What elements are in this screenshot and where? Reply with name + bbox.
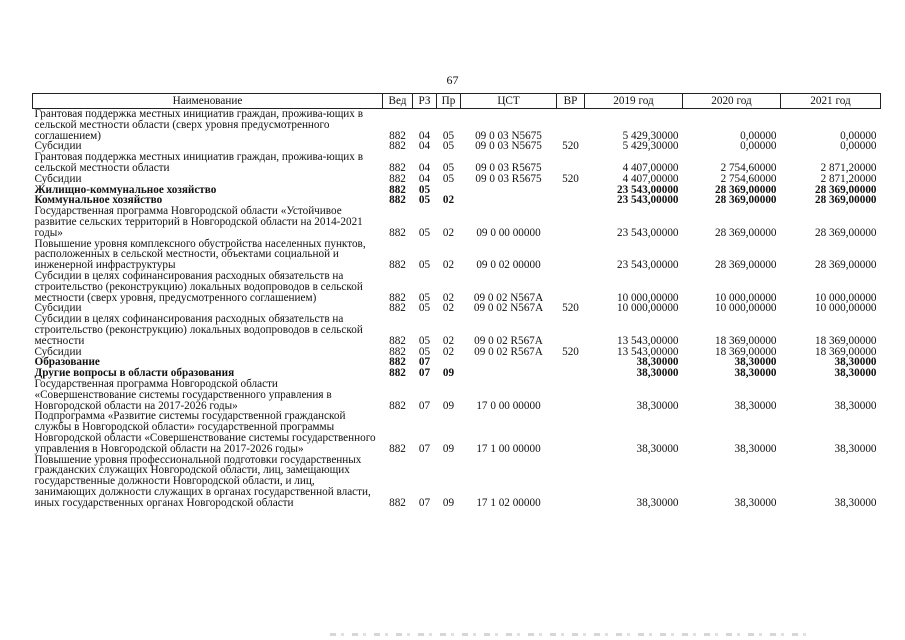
table-row (33, 109, 881, 142)
cell-2021: 0,00000 (840, 140, 877, 153)
cell-name: Грантовая поддержка местных инициатив граждан, прожива-ющих в сельской местности области (34, 151, 363, 174)
cell-ved: 882 (389, 183, 406, 196)
cell-2019: 10 000,00000 (616, 291, 679, 304)
cell-2021: 28 369,00000 (814, 226, 877, 239)
cell-2021: 10 000,00000 (814, 291, 877, 304)
cell-pr: 02 (442, 194, 455, 207)
cell-rz: 05 (418, 259, 431, 272)
cell-2020: 10 000,00000 (714, 291, 777, 304)
cell-ved: 882 (389, 442, 406, 455)
cell-ved: 882 (389, 194, 406, 207)
cell-2021: 2 871,20000 (820, 172, 877, 185)
cell-2019: 13 543,00000 (616, 345, 679, 358)
col-header-vr: ВР (557, 94, 585, 109)
cell-2021: 38,30000 (834, 356, 877, 369)
cell-2021: 38,30000 (834, 399, 877, 412)
cell-rz: 05 (418, 194, 431, 207)
table-row (33, 174, 881, 185)
cell-pr: 09 (442, 496, 455, 509)
cell-ved: 882 (389, 399, 406, 412)
col-header-pr: Пр (437, 94, 461, 109)
cell-vr (557, 368, 585, 379)
cell-rz: 05 (418, 183, 431, 196)
cell-vr (557, 206, 585, 238)
cell-cst: 17 1 00 00000 (476, 442, 541, 455)
cell-ved: 882 (389, 140, 406, 153)
table-row (33, 152, 881, 174)
cell-cst: 09 0 02 00000 (476, 259, 541, 272)
cell-ved: 882 (389, 345, 406, 358)
cell-2020: 38,30000 (734, 496, 777, 509)
cell-vr: 520 (562, 140, 579, 153)
cell-ved: 882 (389, 226, 406, 239)
col-header-ved: Вед (383, 94, 413, 109)
cell-2021: 28 369,00000 (814, 259, 877, 272)
cell-name: Субсидии (34, 345, 82, 358)
cell-2019: 38,30000 (636, 442, 679, 455)
cell-2019: 38,30000 (636, 367, 679, 380)
cell-pr: 02 (442, 302, 455, 315)
cell-rz: 07 (418, 367, 431, 380)
cell-2021: 10 000,00000 (814, 302, 877, 315)
cell-cst: 09 0 00 00000 (476, 226, 541, 239)
cell-2019: 10 000,00000 (616, 302, 679, 315)
cell-2020: 28 369,00000 (714, 183, 777, 196)
col-header-2019: 2019 год (585, 94, 683, 109)
cell-2020: 0,00000 (740, 140, 777, 153)
cell-pr: 05 (442, 129, 455, 142)
cell-rz: 04 (418, 172, 431, 185)
cell-2019: 23 543,00000 (616, 226, 679, 239)
cell-2021: 28 369,00000 (814, 194, 877, 207)
cell-rz: 05 (418, 291, 431, 304)
cell-name: Жилищно-коммунальное хозяйство (34, 183, 217, 196)
cell-rz: 05 (418, 226, 431, 239)
cell-2021: 38,30000 (834, 367, 877, 380)
cell-cst: 17 1 02 00000 (476, 496, 541, 509)
cell-name: Субсидии в целях софинансирования расходных обязательств на строительство (реконструкцию) локальных водопроводов в сельской местности (сверх уровня, предусмотренного соглашением) (34, 269, 363, 304)
cell-name: Субсидии (34, 140, 82, 153)
cell-rz: 04 (418, 129, 431, 142)
cell-2021: 2 871,20000 (820, 161, 877, 174)
cell-ved: 882 (389, 129, 406, 142)
cell-vr (557, 271, 585, 303)
table-row (33, 411, 881, 454)
cell-2020: 18 369,00000 (714, 345, 777, 358)
cell-vr (557, 185, 585, 196)
cell-2020: 2 754,60000 (720, 172, 777, 185)
table-row (33, 206, 881, 238)
cell-rz: 05 (418, 345, 431, 358)
cell-rz: 05 (418, 302, 431, 315)
cell-cst: 17 0 00 00000 (476, 399, 541, 412)
col-header-name: Наименование (33, 94, 383, 109)
scan-artifact (330, 633, 810, 636)
cell-2020: 28 369,00000 (714, 194, 777, 207)
table-row (33, 455, 881, 509)
col-header-2020: 2020 год (683, 94, 781, 109)
cell-2019: 5 429,30000 (622, 129, 679, 142)
cell-cst: 09 0 02 N567A (473, 302, 544, 315)
cell-pr: 09 (442, 399, 455, 412)
cell-ved: 882 (389, 356, 406, 369)
cell-2021: 38,30000 (834, 442, 877, 455)
col-header-2021: 2021 год (781, 94, 881, 109)
cell-cst (461, 195, 557, 206)
cell-ved: 882 (389, 496, 406, 509)
cell-pr: 05 (442, 161, 455, 174)
page-number: 67 (446, 73, 459, 87)
cell-rz: 07 (418, 442, 431, 455)
col-header-cst: ЦСТ (461, 94, 557, 109)
cell-2021: 0,00000 (840, 129, 877, 142)
cell-2019: 5 429,30000 (622, 140, 679, 153)
cell-pr: 02 (442, 259, 455, 272)
table-row (33, 239, 881, 271)
cell-rz: 05 (418, 334, 431, 347)
cell-pr: 09 (442, 442, 455, 455)
cell-vr (557, 455, 585, 509)
cell-name: Субсидии в целях софинансирования расходных обязательств на строительство (реконструкцию) локальных водопроводов в сельской местности (34, 313, 363, 347)
cell-2020: 38,30000 (734, 399, 777, 412)
cell-rz: 07 (418, 496, 431, 509)
cell-name: Грантовая поддержка местных инициатив граждан, прожива-ющих в сельской местности области (сверх уровня предусмотренного соглашением) (34, 108, 363, 142)
cell-2020: 18 369,00000 (714, 334, 777, 347)
cell-vr (557, 379, 585, 411)
cell-pr: 02 (442, 334, 455, 347)
cell-name: Повышение уровня комплексного обустройства населенных пунктов, расположенных в сельской местности, объектами социальной и инженерной инфраструктуры (34, 237, 366, 272)
cell-vr (557, 195, 585, 206)
cell-name: Государственная программа Новгородской области «Устойчивое развитие сельских территорий в Новгородской области на 2014-2021 годы» (34, 205, 363, 239)
cell-pr: 02 (442, 226, 455, 239)
cell-cst: 09 0 03 R5675 (475, 161, 542, 174)
cell-2020: 38,30000 (734, 367, 777, 380)
cell-2021: 38,30000 (834, 496, 877, 509)
cell-vr (557, 357, 585, 368)
cell-ved: 882 (389, 302, 406, 315)
cell-2019: 38,30000 (636, 496, 679, 509)
cell-ved: 882 (389, 172, 406, 185)
cell-cst: 09 0 02 R567A (474, 345, 543, 358)
cell-rz: 04 (418, 161, 431, 174)
cell-ved: 882 (389, 334, 406, 347)
cell-vr (557, 314, 585, 346)
table-row (33, 314, 881, 346)
cell-vr: 520 (562, 345, 579, 358)
cell-2021: 18 369,00000 (814, 334, 877, 347)
cell-rz: 07 (418, 399, 431, 412)
table-header-row (33, 94, 881, 109)
cell-pr: 05 (442, 140, 455, 153)
cell-vr: 520 (562, 172, 579, 185)
cell-2019: 23 543,00000 (616, 194, 679, 207)
cell-pr: 09 (442, 367, 455, 380)
cell-ved: 882 (389, 161, 406, 174)
cell-rz: 07 (418, 356, 431, 369)
cell-2020: 10 000,00000 (714, 302, 777, 315)
cell-2020: 28 369,00000 (714, 259, 777, 272)
budget-table (32, 93, 881, 508)
cell-2019: 38,30000 (636, 356, 679, 369)
cell-vr (557, 109, 585, 142)
cell-cst (461, 185, 557, 196)
cell-2020: 2 754,60000 (720, 161, 777, 174)
cell-cst: 09 0 02 N567A (473, 291, 544, 304)
cell-name: Субсидии (34, 302, 82, 315)
cell-name: Субсидии (34, 172, 82, 185)
cell-name: Подпрограмма «Развитие системы государственной гражданской службы в Новгородской области» государственной программы Новгородской области «Совершенствование системы государственного управления в Новгородской области на 2017-2026 годы» (34, 410, 376, 455)
cell-2020: 0,00000 (740, 129, 777, 142)
cell-vr (557, 411, 585, 454)
cell-2019: 4 407,00000 (622, 161, 679, 174)
cell-pr: 02 (442, 345, 455, 358)
cell-name: Другие вопросы в области образования (34, 367, 235, 380)
cell-2021: 28 369,00000 (814, 183, 877, 196)
cell-vr (557, 239, 585, 271)
cell-2019: 23 543,00000 (616, 183, 679, 196)
cell-vr: 520 (562, 302, 579, 315)
cell-2019: 38,30000 (636, 399, 679, 412)
cell-cst (461, 357, 557, 368)
table-row (33, 271, 881, 303)
cell-name: Коммунальное хозяйство (34, 194, 163, 207)
col-header-rz: РЗ (413, 94, 437, 109)
cell-ved: 882 (389, 367, 406, 380)
cell-name: Образование (34, 356, 100, 369)
cell-2020: 38,30000 (734, 442, 777, 455)
cell-pr: 05 (442, 172, 455, 185)
cell-ved: 882 (389, 291, 406, 304)
cell-vr (557, 152, 585, 174)
cell-2019: 4 407,00000 (622, 172, 679, 185)
cell-2019: 13 543,00000 (616, 334, 679, 347)
cell-name: Государственная программа Новгородской области «Совершенствование системы государственного управления в Новгородской области на 2017-2026 годы» (34, 377, 332, 412)
cell-cst: 09 0 02 R567A (474, 334, 543, 347)
cell-pr: 02 (442, 291, 455, 304)
cell-cst: 09 0 03 N5675 (475, 140, 542, 153)
cell-cst: 09 0 03 N5675 (475, 129, 542, 142)
cell-2019: 23 543,00000 (616, 259, 679, 272)
cell-rz: 04 (418, 140, 431, 153)
cell-cst (461, 368, 557, 379)
table-row (33, 379, 881, 411)
cell-2020: 38,30000 (734, 356, 777, 369)
cell-name: Повышение уровня профессиональной подготовки государственных гражданских служащих Новгородской области, лиц, замещающих государственные должности Новгородской области, и лиц, занимающих должности служащих в органах государственной власти, иных государственных органах Новгородской области (34, 453, 371, 509)
cell-2021: 18 369,00000 (814, 345, 877, 358)
cell-ved: 882 (389, 259, 406, 272)
cell-2020: 28 369,00000 (714, 226, 777, 239)
cell-cst: 09 0 03 R5675 (475, 172, 542, 185)
